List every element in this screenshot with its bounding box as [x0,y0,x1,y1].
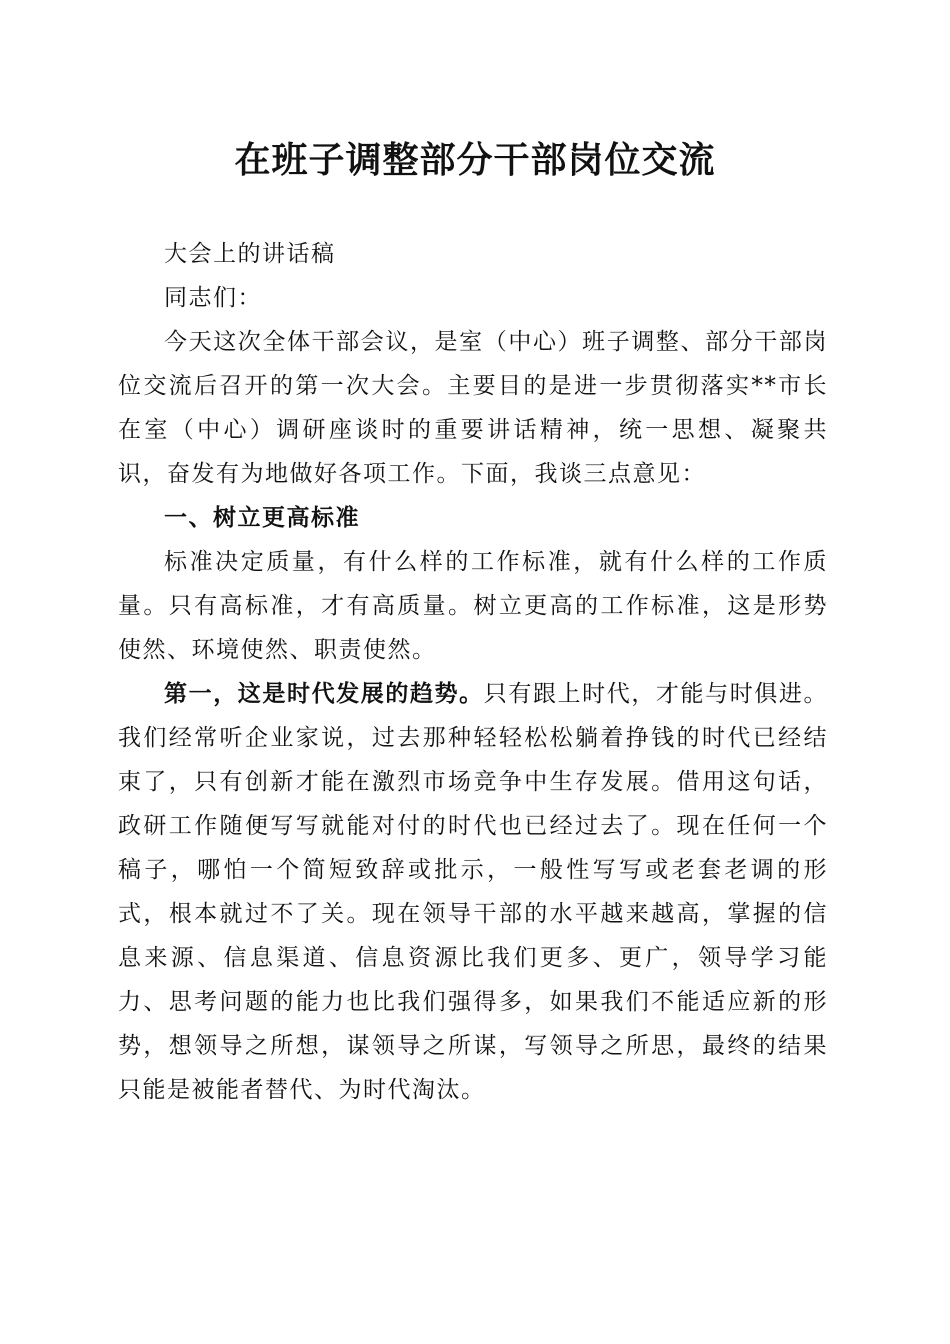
point-lead: 第一，这是时代发展的趋势。 [164,680,484,707]
section-paragraph: 标准决定质量，有什么样的工作标准，就有什么样的工作质量。只有高标准，才有高质量。树立更高的工作标准，这是形势使然、环境使然、职责使然。 [118,549,828,663]
document-title: 在班子调整部分干部岗位交流 [234,139,716,181]
point-text: 只有跟上时代，才能与时俱进。我们经常听企业家说，过去那种轻轻松松躺着挣钱的时代已经结束了，只有创新才能在激烈市场竞争中生存发展。借用这句话，政研工作随便写写就能对付的时代也已经过去了。现在任何一个稿子，哪怕一个简短致辞或批示，一般性写写或老套老调的形式，根本就过不了关。现在领导干部的水平越来越高，掌握的信息来源、信息渠道、信息资源比我们更多、更广，领导学习能力、思考问题的能力也比我们强得多，如果我们不能适应新的形势，想领导之所想，谋领导之所谋，写领导之所思，最终的结果只能是被能者替代、为时代淘汰。 [118,681,829,1103]
salutation: 同志们： [164,285,262,311]
section-heading: 一、树立更高标准 [164,505,360,531]
document-body [118,232,828,1112]
subtitle-line: 大会上的讲话稿 [164,241,336,267]
intro-paragraph: 今天这次全体干部会议，是室（中心）班子调整、部分干部岗位交流后召开的第一次大会。主要目的是进一步贯彻落实**市长在室（中心）调研座谈时的重要讲话精神，统一思想、凝聚共识，奋发有为地做好各项工作。下面，我谈三点意见： [118,329,828,487]
point-paragraph [118,672,828,1112]
